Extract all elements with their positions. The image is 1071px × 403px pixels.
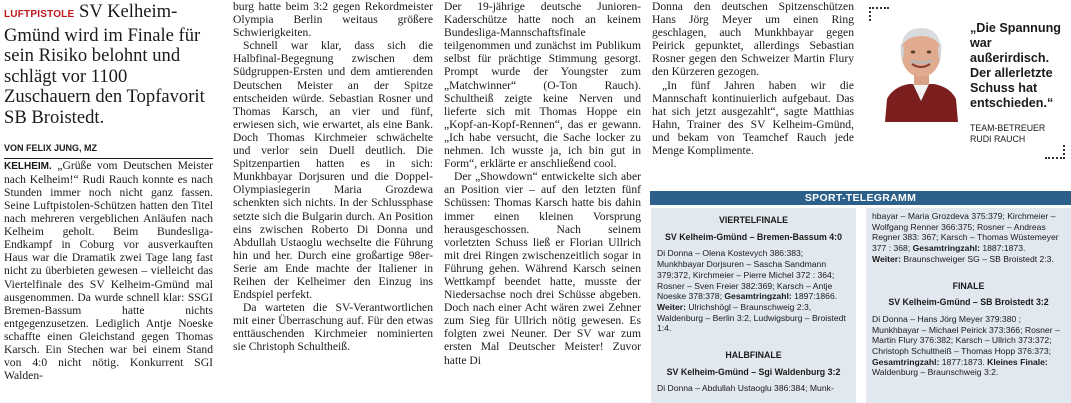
details-text: hbayar – Maria Grozdeva 375:379; Kirchmeier – Wolfgang Renner 366:375; Rosner – Andreas Regner 383: 367; Karsch – Thomas Wüstemeyer 377 : 368;	[872, 211, 1059, 254]
match-result: SV Kelheim-Gmünd – SB Broistedt 3:2	[888, 297, 1049, 308]
quote-caption-name: RUDI RAUCH	[970, 134, 1026, 144]
article-paragraph: Der 19-jährige deutsche Junioren-Kaderschütze hatte noch an keinem Bundesliga-Mannschaftsfinale teilgenommen und zunächst im Publikum selbst für prächtige Stimmung gesorgt. Prompt wurde der Youngster zum „Matchwinner“ (O-Ton Rauch). Schultheiß zeigte keine Nerven und lieferte sich mit Thomas Hoppe ein „Kopf-an-Kopf-Rennen“, das er gewann. „Ich habe versucht, die Sache locker zu nehmen. Ich wusste ja, ich bin gut in Form“, erklärte er anschließend cool.	[444, 0, 641, 171]
paragraph-text: „Grüße vom Deutschen Meister nach Kelheim!“ Rudi Rauch konnte es nach Stunden immer noch nicht ganz fassen. Seine Luftpistolen-Schützen hatten den Titel nach mehreren vergeblichen Anläufen nach Kelheim geholt. Beim Bundesliga-Endkampf in Coburg vor ausverkauften Haus war die Dramatik zwei Tage lang fast nicht zu überbieten gewesen – vielleicht das Viertelfinale des SV Kelheim-Gmünd mal ausgenommen. Da wurde schnell klar: SSGI Bremen-Bassum hatte nichts entgegenzusetzen. Lediglich Antje Noeske schaffte einen Gleichstand gegen Thomas Karsch. Ein Stechen war bei einem Stand von 4:0 nicht nötig. Konkurrent SGI Walden-	[4, 158, 213, 383]
total-label: Gesamtringzahl:	[912, 243, 980, 254]
quote-caption-role: TEAM-BETREUER	[970, 123, 1046, 133]
round-heading: HALBFINALE	[725, 350, 782, 361]
article-column-3	[444, 0, 641, 367]
quote-box	[869, 7, 1065, 159]
more-label: Weiter:	[872, 253, 901, 264]
headline-text: SV Kelheim-Gmünd wird im Finale für sein Risiko belohnt und schlägt vor 1100 Zuschauern den Topfavorit SB Broistedt.	[4, 1, 205, 128]
article-column-2	[233, 0, 433, 354]
article-kicker: LUFTPISTOLE	[4, 9, 75, 20]
article-paragraph: Schnell war klar, dass sich die Halbfinal-Begegnung zwischen dem Südgruppen-Ersten und dem amtierenden Deutschen Meister an der Spitze entscheiden würde. Sebastian Rosner und Thomas Karsch, an vier und fünf, erwiesen sich, wie erwartet, als eine Bank. Doch Thomas Kirchmeier schwächelte und verlor sein Duell deutlich. Die Spitzenpartien hatten es in sich: Munkhbayar Dorjsuren und die Doppel-Olympiasiegerin Maria Grozdewa schenkten sich nichts. In der Schlussphase setzte sich die Bulgarin durch. An Position eins zwischen Roberto Di Donna und Abdullah Ustaoglu wechselte die Führung hin und her. Durch eine großartige 98er-Serie am Ende machte der Italiener in Reihen der Kelheimer den Einzug ins Endspiel perfekt.	[233, 39, 433, 302]
article-paragraph: „In fünf Jahren haben wir die Mannschaft kontinuierlich aufgebaut. Das hat sich jetzt ausgezahlt“, sagte Matthias Hahn, Trainer des SV Kelheim-Gmünd, und bekam von Teamchef Rauch jede Menge Komplimente.	[652, 78, 854, 158]
corner-dots	[869, 7, 889, 9]
article-paragraph: Donna den deutschen Spitzenschützen Hans Jörg Meyer um einen Ring geschlagen, auch Munkhbayar gegen Peirick gepunktet, allerdings Sebastian Rosner gegen den Schweizer Martin Flury den Kürzeren gezogen.	[652, 0, 854, 79]
portrait-photo	[883, 17, 960, 122]
more-label: Weiter:	[657, 301, 686, 312]
more-results: Braunschweiger SG – SB Broistedt 2:3.	[903, 253, 1054, 264]
sport-telegram-header: SPORT-TELEGRAMM	[650, 191, 1071, 205]
total-value: 1887:1873.	[982, 243, 1026, 254]
article-paragraph	[4, 159, 213, 383]
more-results: Ulrichshögl – Braunschweig 2:3, Waldenburg – Berlin 3:2, Ludwigsburg – Broistedt 1:4.	[657, 301, 846, 334]
match-result: SV Kelheim-Gmünd – Sgi Waldenburg 3:2	[666, 366, 841, 377]
quote-caption	[970, 123, 1064, 145]
article-dateline: KELHEIM.	[4, 160, 52, 172]
total-label: Gesamtringzahl:	[724, 291, 792, 302]
details-text: Di Donna – Olena Kostevych 386:383; Munkhbayar Dorjsuren – Sascha Sandmann 379:372, Kirchmeier – Pierre Michel 372 : 364; Rosner – Sven Freier 382:369; Karsch – Antje Noeske 378:378;	[657, 248, 835, 302]
match-result: SV Kelheim-Gmünd – Bremen-Bassum 4:0	[665, 231, 842, 242]
details-text: Di Donna – Hans Jörg Meyer 379:380 ; Munkhbayar – Michael Peirick 373:366; Rosner – Martin Flury 376:382; Karsch – Ullrich 373:372; Christoph Schultheiß – Thomas Hopp 376:373;	[872, 313, 1060, 357]
corner-dots	[1045, 157, 1065, 159]
match-details	[872, 211, 1065, 265]
telegram-column-1	[651, 208, 856, 403]
article-paragraph: Der „Showdown“ entwickelte sich aber an Position vier – auf den letzten fünf Schüssen: Thomas Karsch hatte bis dahin immer einen kleinen Vorsprung herausgeschossen. Nach seinem vorletzten Schuss ließ er Florian Ullrich mit drei Ringen zwischenzeitlich sogar in Führung gehen. Während Karsch seinen Wettkampf beendet hatte, musste der Niedersachse noch drei Schüsse abgeben. Doch nach einer Acht wären zwei Zehner zum Sieg für Ullrich nötig gewesen. Es folgten zwei Neuner. Der SV war zum ersten Mal Deutscher Meister! Zuvor hatte Di	[444, 170, 641, 367]
article-paragraph: Da warteten die SV-Verantwortlichen mit einer Überraschung auf. Für den etwas enttäuschenden Kirchmeier nominierten sie Christoph Schultheiß.	[233, 301, 433, 354]
article-column-1	[4, 0, 213, 382]
small-final-result: Waldenburg – Braunschweig 3:2.	[872, 367, 999, 378]
article-paragraph: burg hatte beim 3:2 gegen Rekordmeister Olympia Berlin weitaus größere Schwierigkeiten.	[233, 0, 433, 40]
corner-dots	[1063, 145, 1065, 159]
article-headline	[4, 2, 213, 129]
telegram-column-2	[866, 208, 1071, 403]
match-details	[657, 248, 850, 334]
total-value: 1897:1866.	[794, 291, 838, 302]
round-heading: VIERTELFINALE	[719, 215, 788, 225]
article-byline: VON FELIX JUNG, MZ	[4, 142, 213, 159]
portrait-image	[883, 17, 960, 122]
total-value: 1877:1873.	[941, 356, 985, 367]
article-column-4	[652, 0, 854, 157]
small-final-label: Kleines Finale:	[987, 356, 1048, 367]
quote-text: „Die Spannung war außerirdisch. Der allerletzte Schuss hat entschieden.“	[970, 21, 1061, 110]
corner-dots	[869, 7, 871, 21]
total-label: Gesamtringzahl:	[872, 356, 940, 367]
round-heading: FINALE	[952, 280, 985, 291]
match-details: Di Donna – Abdullah Ustaoglu 386:384; Munk-	[657, 383, 834, 394]
match-details	[872, 314, 1065, 378]
